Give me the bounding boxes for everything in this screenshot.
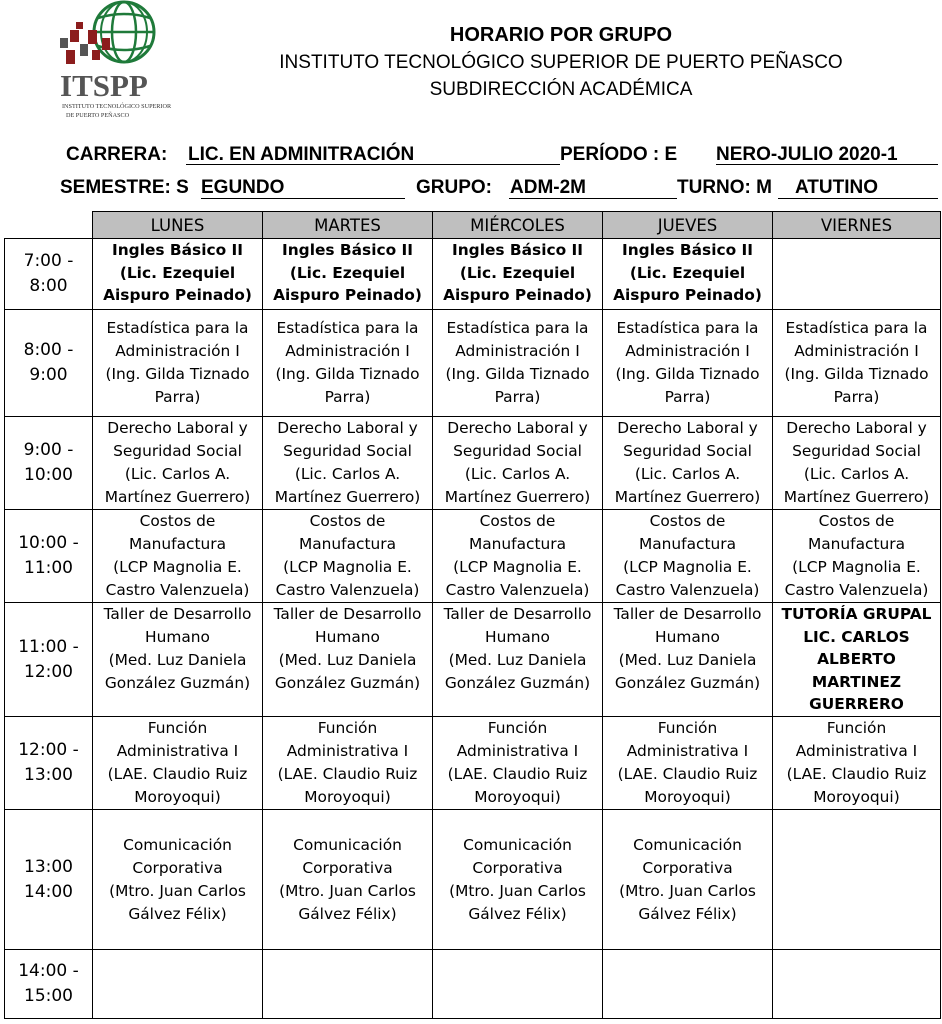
class-cell: Comunicación Corporativa (Mtro. Juan Carlos Gálvez Félix) [93, 810, 263, 950]
class-cell: Taller de Desarrollo Humano (Med. Luz Daniela González Guzmán) [433, 603, 603, 717]
institute-name: INSTITUTO TECNOLÓGICO SUPERIOR DE PUERTO PEÑASCO [279, 52, 843, 73]
class-cell: Ingles Básico II (Lic. Ezequiel Aispuro Peinado) [433, 239, 603, 310]
class-cell: Ingles Básico II (Lic. Ezequiel Aispuro Peinado) [263, 239, 433, 310]
page-title: HORARIO POR GRUPO [449, 24, 673, 46]
time-slot: 10:00 - 11:00 [5, 510, 93, 603]
periodo-underline [716, 164, 938, 165]
day-header-row [5, 212, 941, 239]
blocks-icon [60, 22, 110, 64]
class-cell: Taller de Desarrollo Humano (Med. Luz Daniela González Guzmán) [603, 603, 773, 717]
class-cell: Derecho Laboral y Seguridad Social (Lic. Carlos A. Martínez Guerrero) [93, 417, 263, 510]
globe-icon [94, 2, 154, 62]
day-header: LUNES [93, 212, 263, 239]
time-slot: 7:00 - 8:00 [5, 239, 93, 310]
class-cell: Derecho Laboral y Seguridad Social (Lic. Carlos A. Martínez Guerrero) [433, 417, 603, 510]
day-header: MIÉRCOLES [433, 212, 603, 239]
class-cell: Comunicación Corporativa (Mtro. Juan Carlos Gálvez Félix) [433, 810, 603, 950]
turno-value: ATUTINO [795, 177, 879, 198]
semestre-label: SEMESTRE: S [60, 177, 189, 198]
class-cell: Estadística para la Administración I (Ing. Gilda Tiznado Parra) [93, 310, 263, 417]
class-cell: Estadística para la Administración I (Ing. Gilda Tiznado Parra) [603, 310, 773, 417]
class-cell [433, 950, 603, 1019]
logo-text: ITSPP [60, 68, 148, 103]
class-cell: Costos de Manufactura (LCP Magnolia E. Castro Valenzuela) [433, 510, 603, 603]
schedule-row [5, 239, 941, 310]
class-cell: Taller de Desarrollo Humano (Med. Luz Daniela González Guzmán) [93, 603, 263, 717]
class-cell: Función Administrativa I (LAE. Claudio Ruiz Moroyoqui) [433, 717, 603, 810]
logo-subtext-2: DE PUERTO PEÑASCO [66, 112, 130, 119]
class-cell: Ingles Básico II (Lic. Ezequiel Aispuro Peinado) [603, 239, 773, 310]
grupo-label: GRUPO: [416, 177, 492, 198]
class-cell [603, 950, 773, 1019]
schedule-row [5, 310, 941, 417]
class-cell: Función Administrativa I (LAE. Claudio Ruiz Moroyoqui) [603, 717, 773, 810]
periodo-label: PERÍODO : E [560, 144, 678, 165]
day-header: JUEVES [603, 212, 773, 239]
schedule-row [5, 603, 941, 717]
class-cell: Derecho Laboral y Seguridad Social (Lic. Carlos A. Martínez Guerrero) [603, 417, 773, 510]
day-header: MARTES [263, 212, 433, 239]
class-cell: Estadística para la Administración I (Ing. Gilda Tiznado Parra) [263, 310, 433, 417]
class-cell [93, 950, 263, 1019]
class-cell [773, 239, 941, 310]
class-cell: Comunicación Corporativa (Mtro. Juan Carlos Gálvez Félix) [263, 810, 433, 950]
class-cell: Función Administrativa I (LAE. Claudio Ruiz Moroyoqui) [773, 717, 941, 810]
class-cell [773, 950, 941, 1019]
logo-subtext-1: INSTITUTO TECNOLÓGICO SUPERIOR [62, 103, 172, 110]
periodo-value: NERO-JULIO 2020-1 [716, 144, 898, 165]
schedule-row [5, 810, 941, 950]
semestre-underline [201, 198, 405, 199]
schedule-row [5, 510, 941, 603]
class-cell: Función Administrativa I (LAE. Claudio Ruiz Moroyoqui) [263, 717, 433, 810]
time-slot: 13:00 14:00 [5, 810, 93, 950]
turno-label: TURNO: M [677, 177, 772, 198]
carrera-value: LIC. EN ADMINITRACIÓN [188, 144, 415, 165]
itspp-logo [52, 0, 172, 122]
turno-underline [778, 198, 938, 199]
time-slot: 14:00 - 15:00 [5, 950, 93, 1019]
carrera-underline [186, 164, 560, 165]
class-cell: Taller de Desarrollo Humano (Med. Luz Daniela González Guzmán) [263, 603, 433, 717]
schedule-row [5, 950, 941, 1019]
department-name: SUBDIRECCIÓN ACADÉMICA [429, 79, 693, 100]
class-cell: Derecho Laboral y Seguridad Social (Lic. Carlos A. Martínez Guerrero) [773, 417, 941, 510]
class-cell: Comunicación Corporativa (Mtro. Juan Carlos Gálvez Félix) [603, 810, 773, 950]
time-slot: 12:00 - 13:00 [5, 717, 93, 810]
class-cell: Costos de Manufactura (LCP Magnolia E. Castro Valenzuela) [93, 510, 263, 603]
class-cell: Derecho Laboral y Seguridad Social (Lic. Carlos A. Martínez Guerrero) [263, 417, 433, 510]
schedule-row [5, 717, 941, 810]
class-cell: Estadística para la Administración I (Ing. Gilda Tiznado Parra) [433, 310, 603, 417]
semestre-value: EGUNDO [201, 177, 285, 198]
class-cell: Estadística para la Administración I (Ing. Gilda Tiznado Parra) [773, 310, 941, 417]
time-slot: 8:00 - 9:00 [5, 310, 93, 417]
schedule-table [4, 211, 941, 1019]
carrera-label: CARRERA: [66, 144, 168, 165]
grupo-value: ADM-2M [510, 177, 586, 198]
class-cell: Ingles Básico II (Lic. Ezequiel Aispuro Peinado) [93, 239, 263, 310]
class-cell: Costos de Manufactura (LCP Magnolia E. Castro Valenzuela) [773, 510, 941, 603]
class-cell [773, 810, 941, 950]
time-slot: 11:00 - 12:00 [5, 603, 93, 717]
class-cell: Costos de Manufactura (LCP Magnolia E. Castro Valenzuela) [263, 510, 433, 603]
grupo-underline [509, 198, 677, 199]
corner-cell [5, 212, 93, 239]
day-header: VIERNES [773, 212, 941, 239]
tutoria-cell: TUTORÍA GRUPAL LIC. CARLOS ALBERTO MARTINEZ GUERRERO [773, 603, 941, 717]
class-cell [263, 950, 433, 1019]
time-slot: 9:00 - 10:00 [5, 417, 93, 510]
class-cell: Función Administrativa I (LAE. Claudio Ruiz Moroyoqui) [93, 717, 263, 810]
schedule-row [5, 417, 941, 510]
class-cell: Costos de Manufactura (LCP Magnolia E. Castro Valenzuela) [603, 510, 773, 603]
